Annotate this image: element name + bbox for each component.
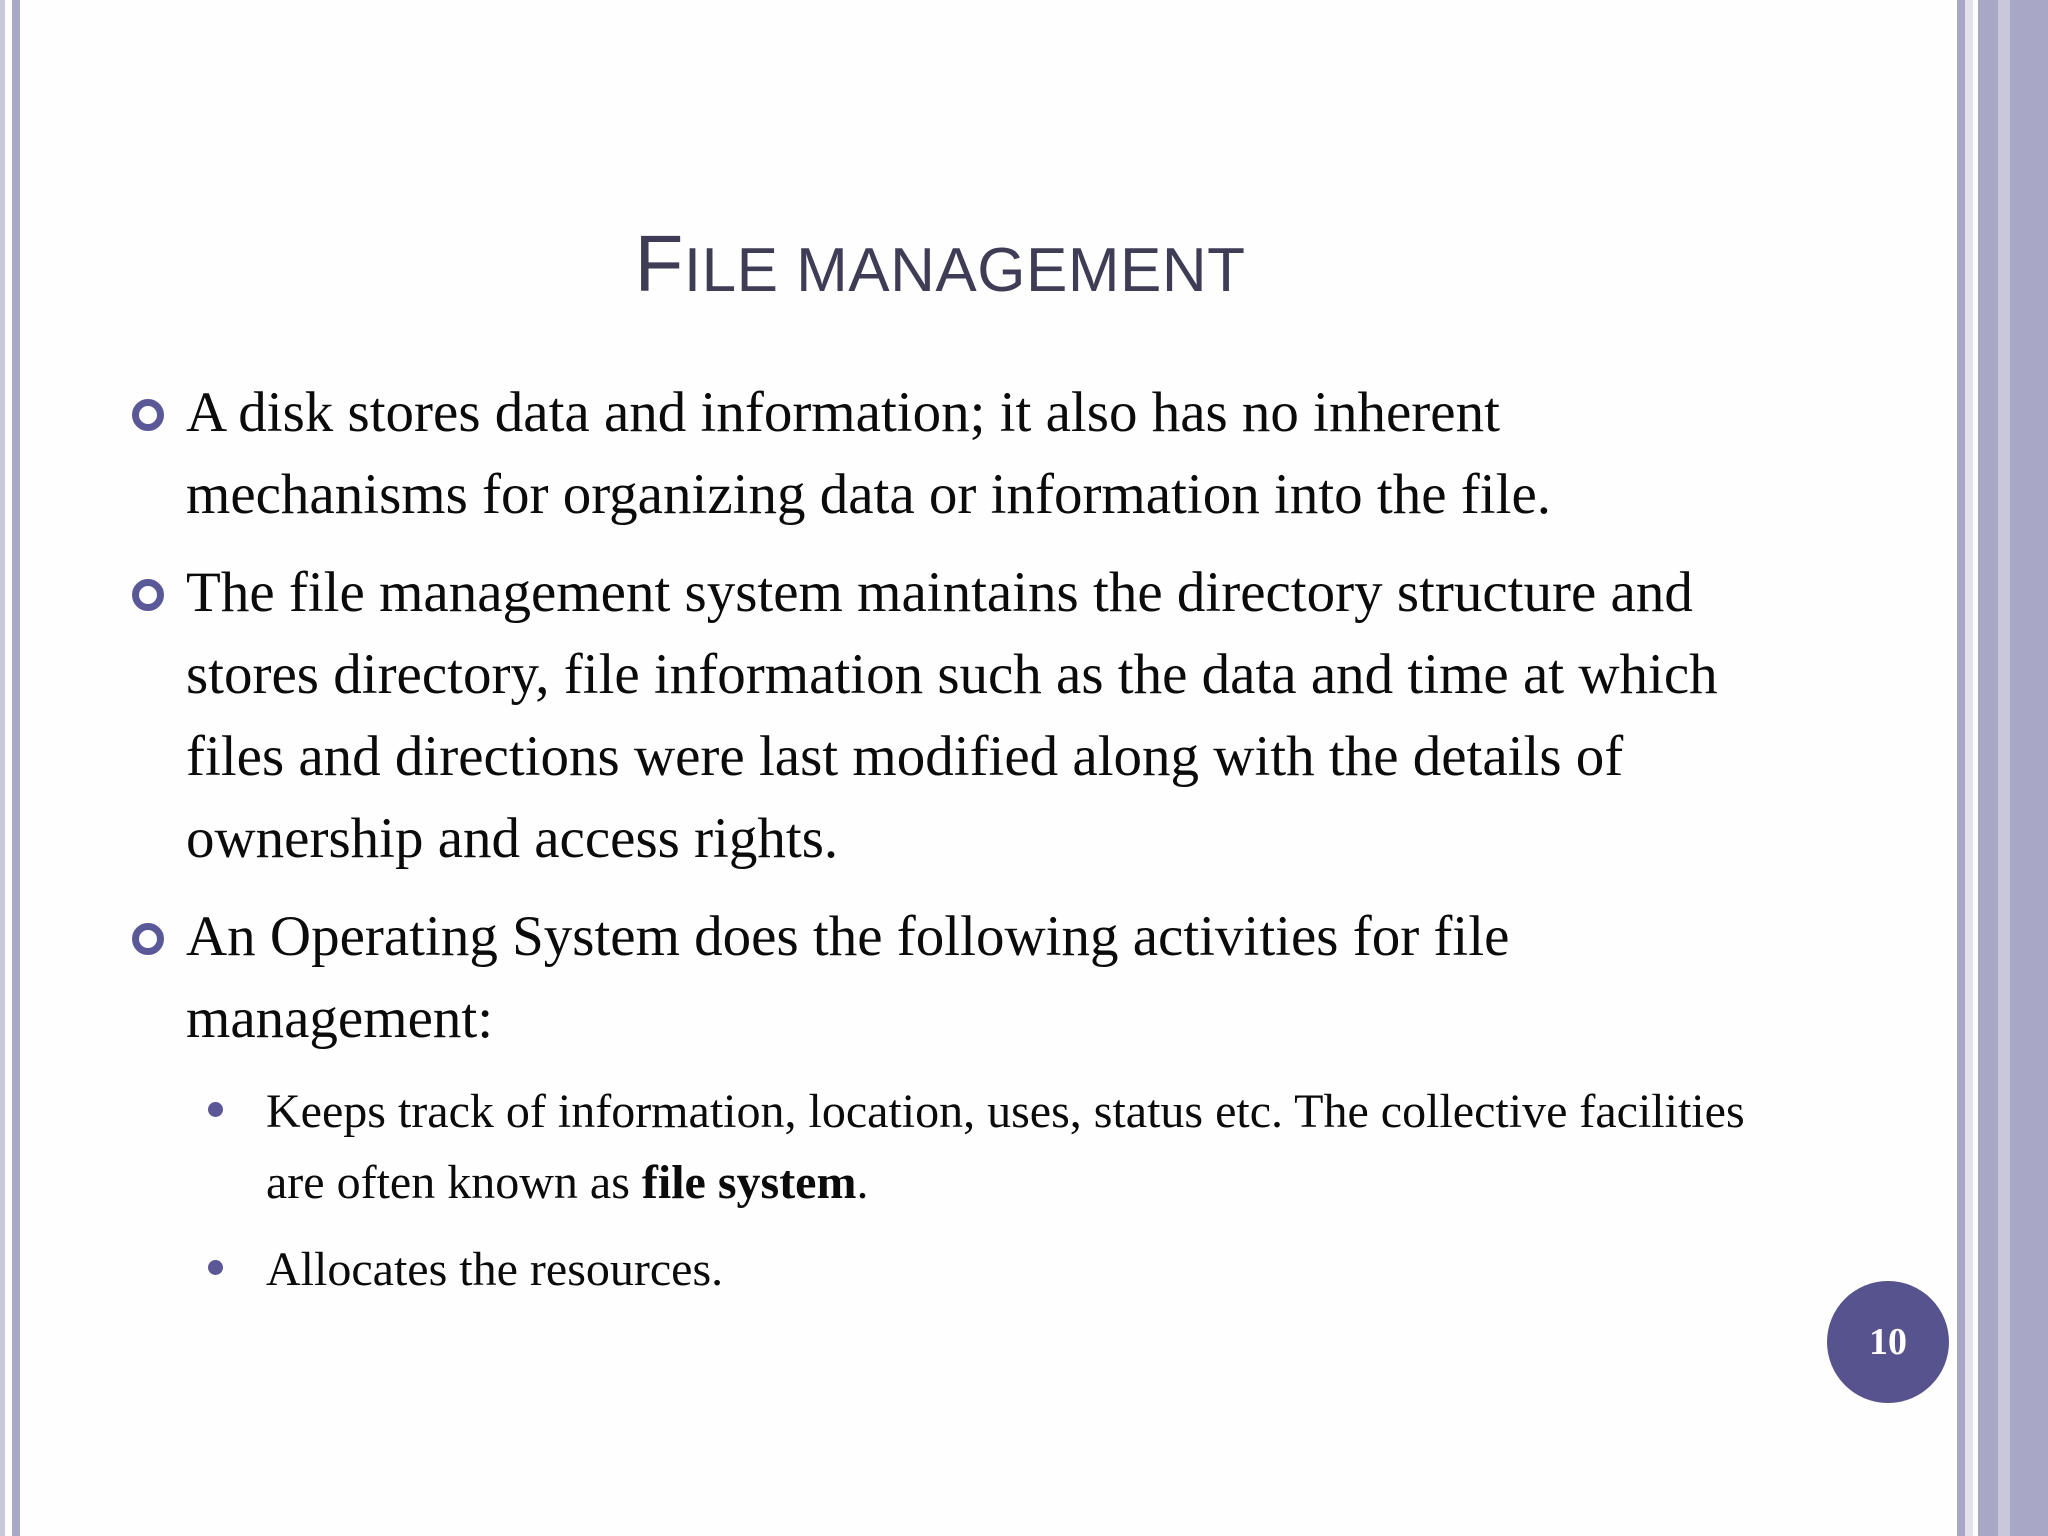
bullet-item	[132, 552, 1752, 880]
right-border-stripe	[1978, 0, 1998, 1536]
bullet-item	[132, 372, 1752, 536]
title-rest: ILE MANAGEMENT	[683, 236, 1246, 305]
bullet-text: An Operating System does the following activities for file management:	[186, 905, 1510, 1050]
title-first-letter: F	[634, 219, 684, 308]
dot-bullet-icon	[208, 1102, 223, 1117]
ring-bullet-icon	[132, 923, 164, 955]
sub-bullet-item	[132, 1234, 1752, 1305]
right-border-stripe	[1965, 0, 1973, 1536]
page-number-badge: 10	[1827, 1281, 1949, 1403]
slide-body	[132, 372, 1752, 1321]
right-border-stripe	[1998, 0, 2010, 1536]
bullet-text: A disk stores data and information; it also has no inherent mechanisms for organizing data or information into the file.	[186, 381, 1551, 526]
sub-bullet-end: .	[856, 1156, 869, 1209]
right-border-stripe	[2010, 0, 2048, 1536]
slide-title	[0, 218, 1880, 310]
sub-bullet-bold-term: file system	[641, 1156, 857, 1209]
bullet-text: The file management system maintains the directory structure and stores directory, file information such as the data and time at which files and directions were last modified along with the details of ownership and access rights.	[186, 561, 1718, 870]
right-border-stripe	[1957, 0, 1965, 1536]
sub-bullet-text: Allocates the resources.	[266, 1243, 724, 1296]
ring-bullet-icon	[132, 579, 164, 611]
sub-bullet-item	[132, 1076, 1752, 1218]
dot-bullet-icon	[208, 1260, 223, 1275]
bullet-item	[132, 896, 1752, 1060]
sub-bullet-text: Keeps track of information, location, uses, status etc. The collective facilities are often known as	[266, 1085, 1745, 1209]
ring-bullet-icon	[132, 399, 164, 431]
